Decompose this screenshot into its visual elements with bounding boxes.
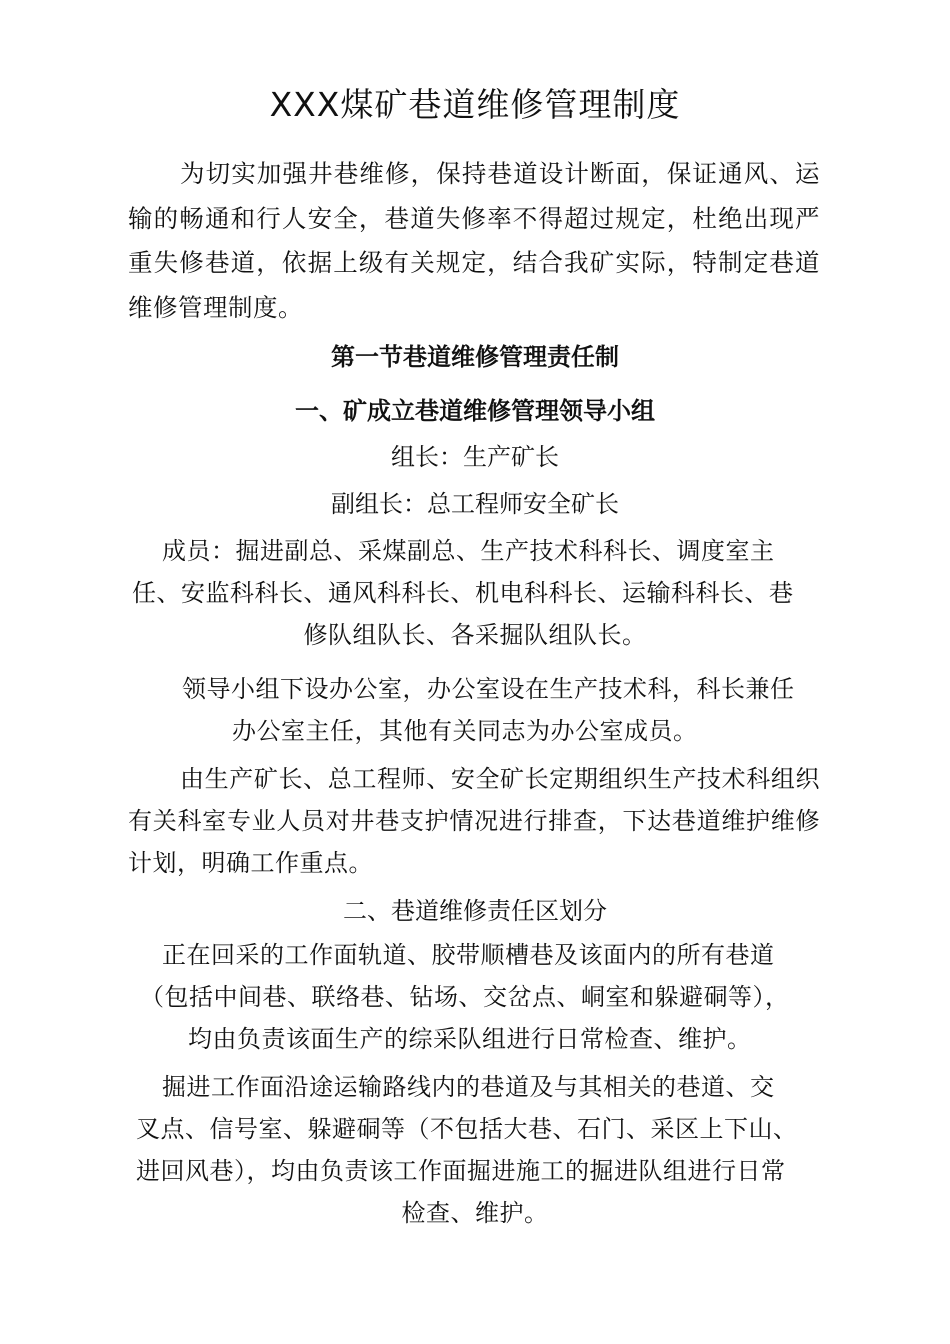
mining-face-block — [120, 934, 830, 1060]
office-line: 领导小组下设办公室，办公室设在生产技术科，科长兼任 — [182, 675, 795, 703]
subsection-heading-leadership-group: 一、矿成立巷道维修管理领导小组 — [295, 397, 655, 425]
members-line: 修队组队长、各采掘队组队长。 — [303, 621, 647, 649]
heading-face-line: 掘进工作面沿途运输路线内的巷道及与其相关的巷道、交 — [162, 1073, 775, 1101]
office-line: 办公室主任，其他有关同志为办公室成员。 — [232, 717, 698, 745]
heading-face-line: 叉点、信号室、躲避硐等（不包括大巷、石门、采区上下山、 — [136, 1115, 798, 1143]
members-line: 任、安监科科长、通风科科长、机电科科长、运输科科长、巷 — [132, 579, 794, 607]
heading-face-line: 进回风巷），均由负责该工作面掘进施工的掘进队组进行日常 — [136, 1157, 786, 1185]
heading-face-line: 检查、维护。 — [401, 1199, 549, 1227]
mining-face-line: 正在回采的工作面轨道、胶带顺槽巷及该面内的所有巷道 — [162, 941, 775, 969]
inspection-paragraph: 由生产矿长、总工程师、安全矿长定期组织生产技术科组织有关科室专业人员对井巷支护情况进行排查，下达巷道维护维修计划，明确工作重点。 — [128, 765, 820, 877]
members-line: 成员：掘进副总、采煤副总、生产技术科科长、调度室主 — [162, 537, 775, 565]
mining-face-line: 均由负责该面生产的综采队组进行日常检查、维护。 — [188, 1025, 752, 1053]
section-heading: 第一节巷道维修管理责任制 — [331, 343, 619, 371]
group-leader-line: 组长：生产矿长 — [391, 443, 559, 471]
deputy-leader-line: 副组长：总工程师安全矿长 — [331, 490, 619, 518]
document-title: XXX煤矿巷道维修管理制度 — [269, 85, 681, 124]
intro-paragraph: 为切实加强井巷维修，保持巷道设计断面，保证通风、运输的畅通和行人安全，巷道失修率不得超过规定，杜绝出现严重失修巷道，依据上级有关规定，结合我矿实际，特制定巷道维修管理制度。 — [128, 159, 820, 322]
office-block — [120, 668, 830, 752]
mining-face-line: （包括中间巷、联络巷、钻场、交岔点、峒室和躲避硐等）， — [140, 983, 790, 1011]
members-block — [120, 530, 830, 656]
subsection-heading-responsibility-areas: 二、巷道维修责任区划分 — [343, 897, 607, 925]
heading-face-block — [120, 1066, 830, 1234]
